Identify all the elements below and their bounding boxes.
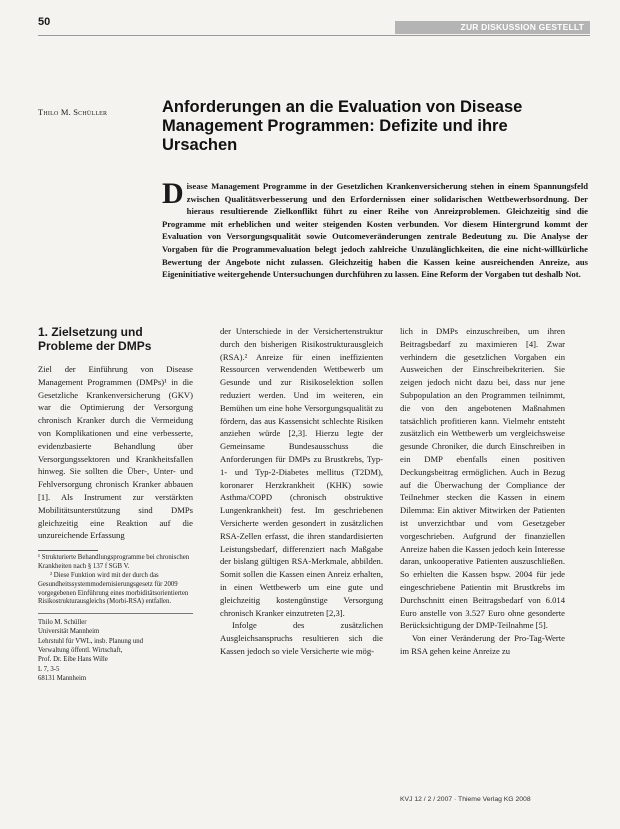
footnotes [38, 554, 193, 607]
abstract-drop-cap: D [162, 177, 184, 210]
journal-reference: KVJ 12 / 2 / 2007 · Thieme Verlag KG 2008 [400, 796, 531, 803]
address-line: Verwaltung öffentl. Wirtschaft, [38, 646, 123, 654]
paragraph: Ziel der Einführung von Disease Management Programmen (DMPs)¹ in die Gesetzliche Krankenversicherung (GKV) war die Optimierung der Versorgung chronisch Kranker durch die Vermeidung von Komplikationen und eine verbesserte, evidenzbasierte Behandlung über Versorgungssektoren und Krankheitsfallen hinweg. Sie sollten die Über-, Unter- und Fehlversorgung chronisch Kranker abbauen [1]. Als Instrument zur verstärkten Mobilitätsunterstützung sind DMPs gleichzeitig eine Reaktion auf die unzureichende Erfassung [38, 364, 193, 541]
footnote-1: ¹ Strukturierte Behandlungsprogramme bei chronischen Krankheiten nach § 137 f SGB V. [38, 554, 190, 570]
address-line: Thilo M. Schüller [38, 618, 87, 626]
paragraph: lich in DMPs einzuschreiben, um ihren Beitragsbedarf zu maximieren [4]. Zwar verhindern die gesetzlichen Vorgaben ein Ausweichen der Einschreibekriterien. Sie zeigen jedoch nicht dazu bei, dass nur jene Subpopulation an den Programmen teilnimmt, die von den angebotenen Maßnahmen tatsächlich profitieren kann. Vielmehr entsteht zusätzlich ein Wettbewerb um vergleichsweise gesunde Chroniker, die durch Einschreiben in ein DMP ebenfalls einen positiven Deckungsbeitrag ermöglichen. Auch in Bezug auf die Überwachung der Compliance der Teilnehmer stecken die Kassen in einem Dilemma: Ein aktiver Mitwirken der Patienten ist unverzichtbar und vom Gesetzgeber vorgeschrieben. Aufgrund der finanziellen Anreize haben die Kassen jedoch kein Interesse daran, unkooperative Patienten auszuschließen. So erhielten die Kassen bspw. 2004 für jede eingeschriebene Patientin mit Brustkrebs im Durchschnitt einen Beitragsbedarf von 6.014 Euro anstelle von 3.527 Euro ohne gesonderte Berücksichtigung der DMP-Teilnahme [5]. [400, 326, 565, 631]
address-line: 68131 Mannheim [38, 675, 87, 683]
paragraph: der Unterschiede in der Versichertenstruktur durch den bisherigen Risikostrukturausgleich (RSA).² Anreize für einen ineffizienten Ressourcen verwendenden Wettbewerb um Gesunde und zur Risikoselektion sollen reduziert werden. Und im weiteren, ein Bemühen um eine hohe Versorgungsqualität zu fördern, das aus Kassensicht schlechte Risiken anziehen würde [2,3]. Hierzu legte der Gemeinsame Bundesausschuss die Anforderungen für DMPs zu Brustkrebs, Typ-1- und Typ-2-Diabetes mellitus (T2DM), koronarer Herzkrankheit (KHK) sowie Asthma/COPD (chronisch obstruktive Lungenkrankheit) fest. Im geschriebenen Versicherte werden gesondert in zusätzlichen RSA-Zellen erfasst, die ihren standardisierten Leistungsbedarf, differenziert nach Maßgabe der bislang gültigen RSA-Merkmale, abbilden. Somit sollen die Kassen einen Anreiz erhalten, in einen Wettbewerb um eine gute und gleichzeitig kostengünstige Versorgung chronisch Kranker einzutreten [2,3]. [220, 326, 383, 618]
address-divider [38, 613, 193, 614]
author-name: Thilo M. Schüller [38, 107, 108, 117]
address-line: Prof. Dr. Eibe Hans Wille [38, 656, 108, 664]
section-banner: ZUR DISKUSSION GESTELLT [395, 21, 590, 34]
address-line: L 7, 3-5 [38, 665, 60, 673]
top-rule [38, 35, 590, 36]
footnote-2: ² Diese Funktion wird mit der durch das Gesundheitssystemmodernisierungsgesetz für 2009 vorgegebenen Einführung eines morbiditätsorientierten Risikostrukturausgleichs (Morbi-RSA) entfallen. [38, 572, 189, 606]
page-number: 50 [38, 16, 51, 28]
address-line: Lehrstuhl für VWL, insb. Planung und [38, 637, 144, 645]
abstract-text: isease Management Programme in der Gesetzlichen Krankenversicherung stehen in einem Spannungsfeld zwischen Qualitätsverbesserung und den Erfordernissen einer solidarischen Wettbewerbsordnung. Der hieraus resultierende Zielkonflikt führt zu einer Reihe von Anreizproblemen. Gleichzeitig sind die Programme mit erheblichen und weiter steigenden Kosten verbunden. Vor diesem Hintergrund kommt der Evaluation von Versorgungsqualität sowie Outcomeveränderungen zentrale Bedeutung zu. Die Analyse der Vorgaben für die Programmevaluation belegt jedoch zahlreiche Unzulänglichkeiten, die eine nicht-willkürliche Bewertung der Angebote nicht zulassen. Gleichzeitig haben die Kassen keine ausreichenden Anreize, aus Eigeninitiative weitergehende Untersuchungen durchführen zu lassen. Eine Reform der Vorgaben tut deshalb Not. [162, 181, 588, 280]
address-line: Universität Mannheim [38, 628, 100, 636]
paragraph: Infolge des zusätzlichen Ausgleichsanspruchs resultieren sich die Kassen jedoch so viele Versicherte wie mög- [220, 620, 383, 656]
article-title: Anforderungen an die Evaluation von Disease Management Programmen: Defizite und ihre Ursachen [162, 98, 523, 154]
section-heading: 1. Zielsetzung und Probleme der DMPs [38, 325, 152, 353]
author-address [38, 618, 193, 684]
abstract [162, 177, 588, 281]
text-column-1 [38, 325, 193, 684]
text-column-3 [400, 325, 565, 658]
text-column-2 [220, 325, 383, 658]
footnote-divider [38, 550, 98, 551]
paragraph: Von einer Veränderung der Pro-Tag-Werte im RSA gehen keine Anreize zu [400, 633, 565, 656]
